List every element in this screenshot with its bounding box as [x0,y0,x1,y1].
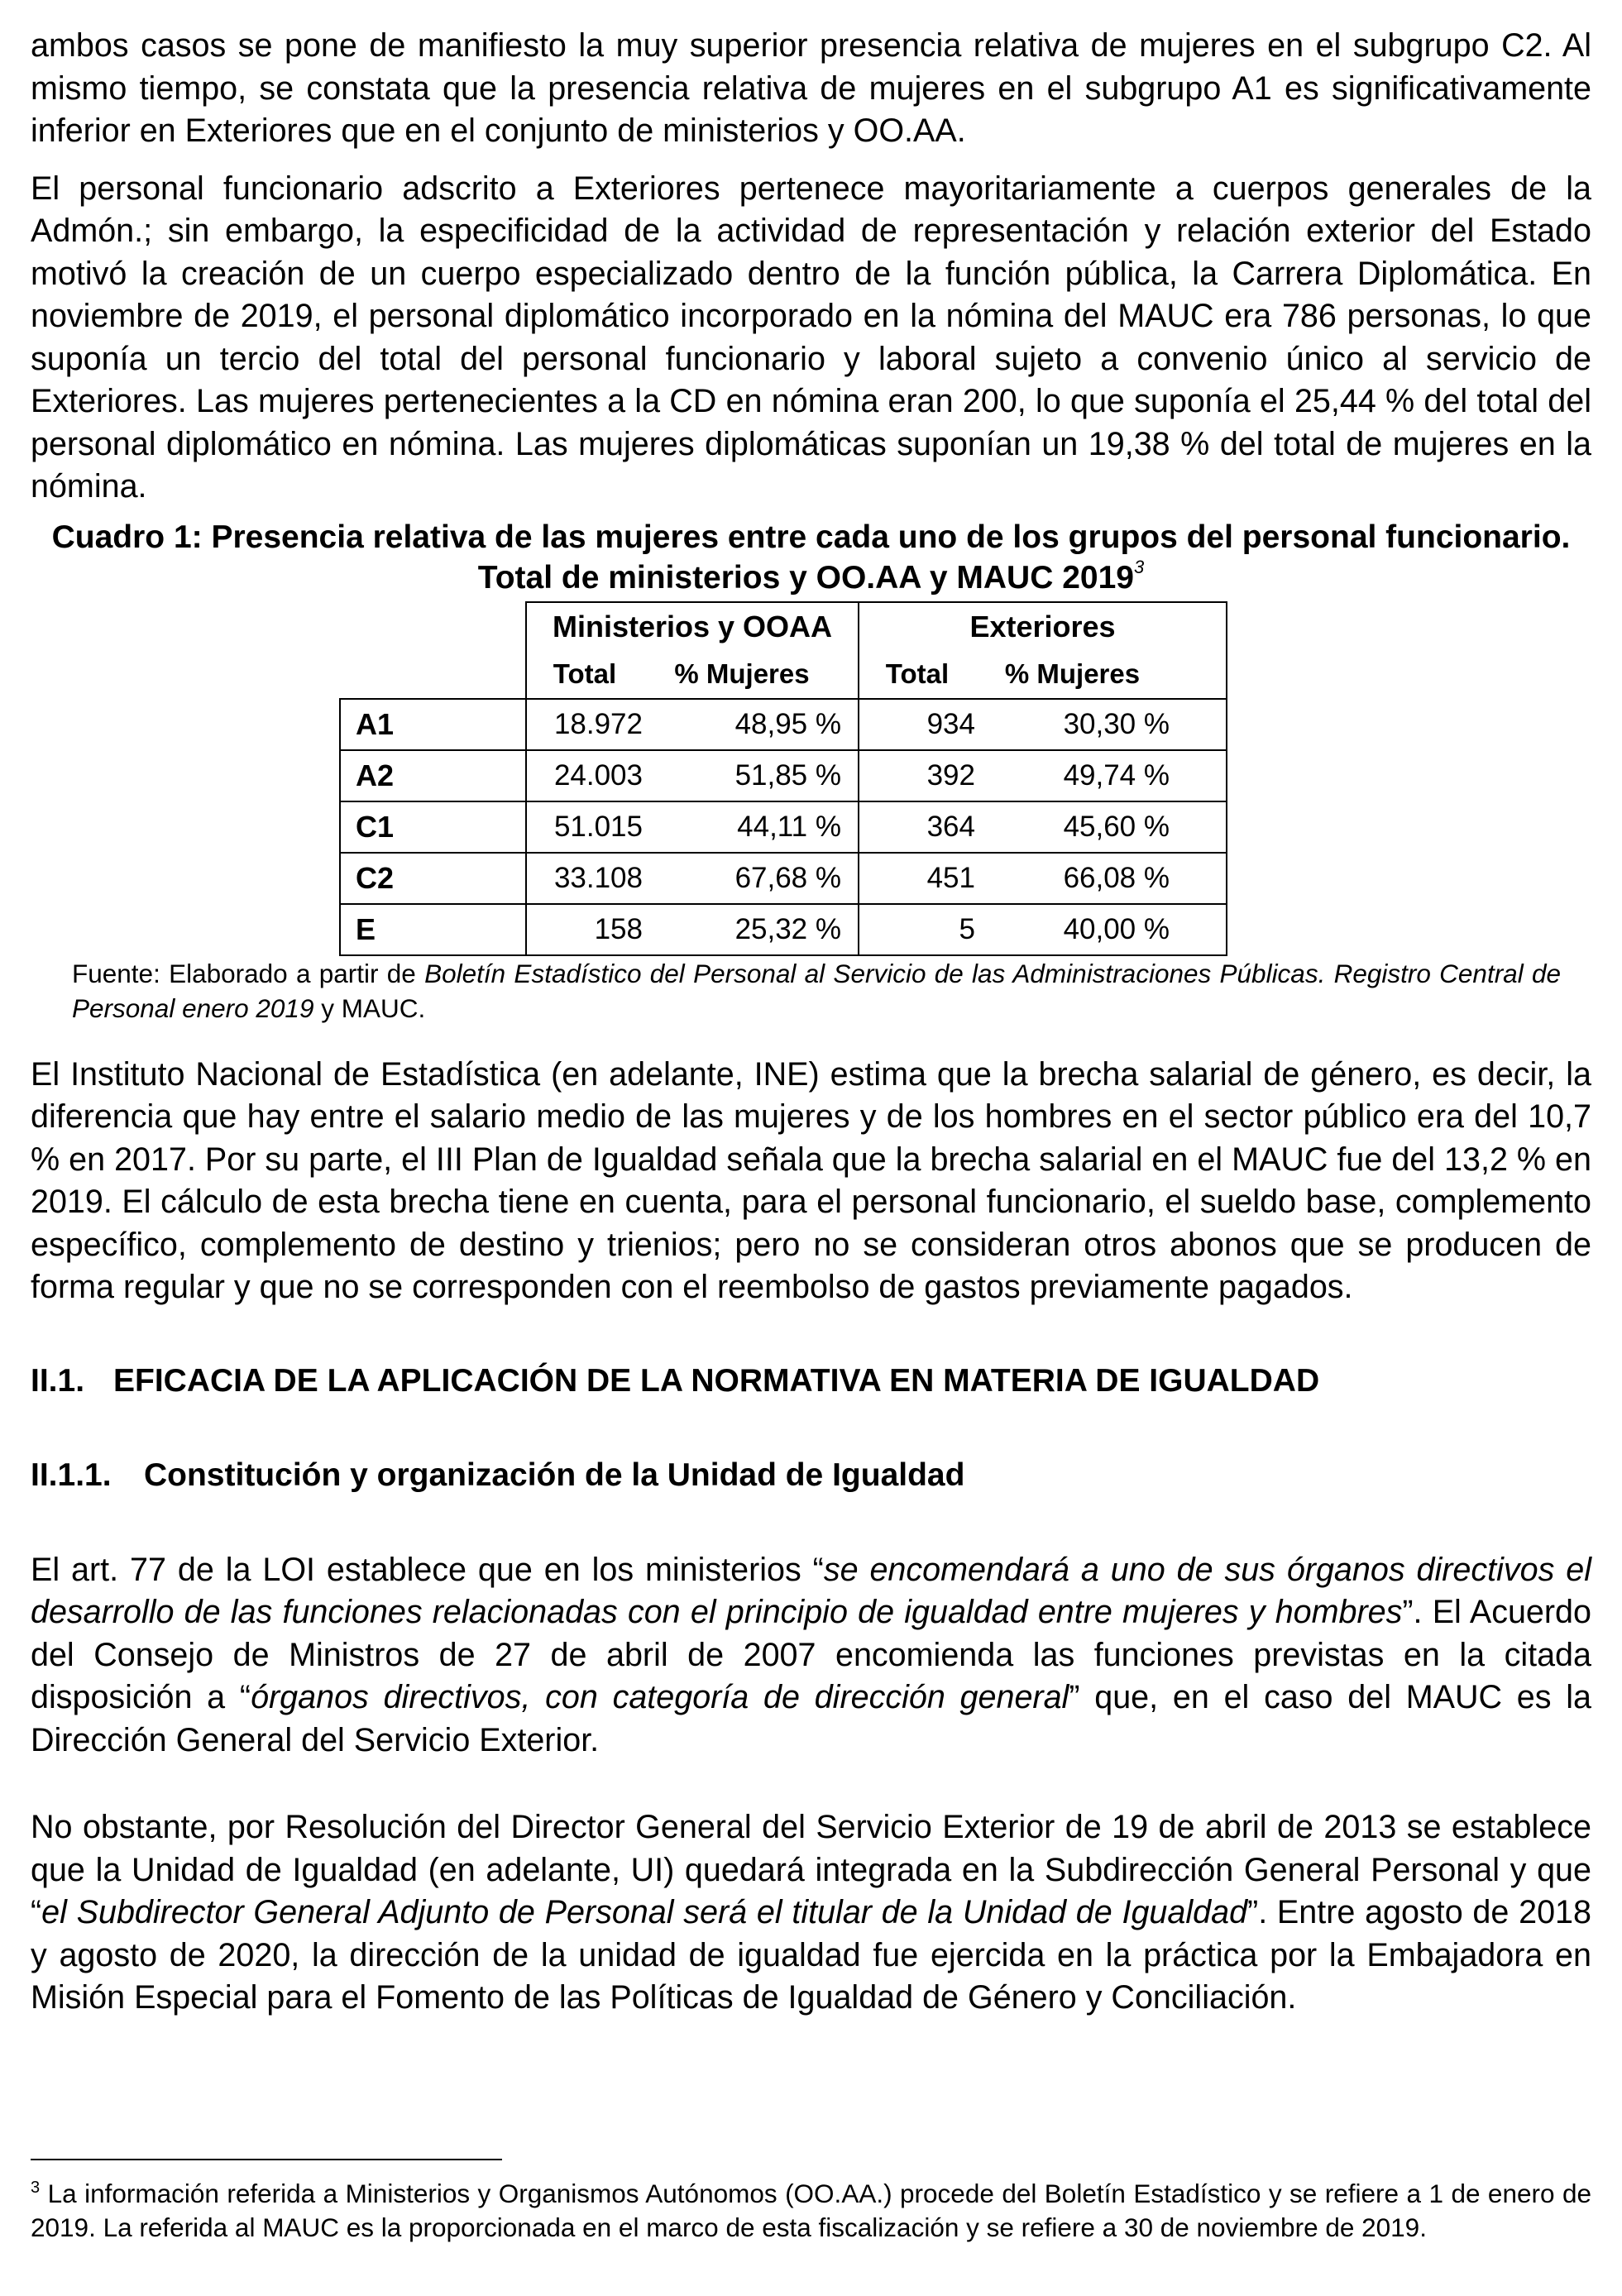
text-run: No obstante, por Resolución del Director General del Servicio Exterior de 19 de abril de 2013 se establece que la Unidad de Igualdad (en adelante, UI) quedará integrada en la Subdirección General Personal y que “ [31,1809,1591,1930]
table-sub-header: % Mujeres [975,651,1227,699]
table-caption-text: Cuadro 1: Presencia relativa de las mujeres entre cada uno de los grupos del personal funcionario. Total de ministerios y OO.AA y MAUC 2019 [51,519,1571,596]
table-sub-header: % Mujeres [643,651,859,699]
table-cell: 364 [859,801,975,853]
table-cell: 67,68 % [643,853,859,904]
table-cell: 51.015 [526,801,643,853]
table-cell: 158 [526,904,643,955]
body-paragraph [31,1806,1591,2020]
table-corner-cell [340,651,526,699]
table-cell: 45,60 % [975,801,1227,853]
table-row [340,801,1227,853]
body-paragraph: ambos casos se pone de manifiesto la muy superior presencia relativa de mujeres en el subgrupo C2. Al mismo tiempo, se constata que la presencia relativa de mujeres en el subgrupo A1 es significativamente inferior en Exteriores que en el conjunto de ministerios y OO.AA. [31,27,1591,149]
table-corner-cell [340,602,526,651]
text-run: ” que, en el caso del MAUC es la Dirección General del Servicio Exterior. [31,1679,1592,1758]
quote-run: se encomendará a uno de sus órganos directivos el desarrollo de las funciones relacionadas con el principio de igualdad entre mujeres y hombres [31,1551,1591,1630]
table-cell: 66,08 % [975,853,1227,904]
table-sub-header: Total [526,651,643,699]
table-cell: 30,30 % [975,699,1227,750]
source-title: Boletín Estadístico del Personal al Servicio de las Administraciones Públicas. Registro Central de Personal enero 2019 [72,958,1562,1023]
row-label: A2 [340,750,526,801]
body-paragraph: El personal funcionario adscrito a Exteriores pertenece mayoritariamente a cuerpos generales de la Admón.; sin embargo, la especificidad de la actividad de representación y relación exterior del Estado motivó la creación de un cuerpo especializado dentro de la función pública, la Carrera Diplomática. En noviembre de 2019, el personal diplomático incorporado en la nómina del MAUC era 786 personas, lo que suponía un tercio del total del personal funcionario y laboral sujeto a convenio único al servicio de Exteriores. Las mujeres pertenecientes a la CD en nómina eran 200, lo que suponía el 25,44 % del total del personal diplomático en nómina. Las mujeres diplomáticas suponían un 19,38 % del total de mujeres en la nómina. [31,170,1591,505]
table-row [340,750,1227,801]
table-cell: 48,95 % [643,699,859,750]
document-page [31,25,1591,2020]
row-label: A1 [340,699,526,750]
quote-run: el Subdirector General Adjunto de Personal será el titular de la Unidad de Igualdad [41,1894,1248,1930]
table-cell: 25,32 % [643,904,859,955]
table-cell: 49,74 % [975,750,1227,801]
table-group-header: Ministerios y OOAA [526,602,859,651]
table-cell: 44,11 % [643,801,859,853]
table-cell: 51,85 % [643,750,859,801]
data-table [339,601,1227,956]
footnote-ref: 3 [1133,556,1145,577]
footnote-separator [31,2159,502,2160]
section-heading [31,1361,1591,1402]
text-run: El art. 77 de la LOI establece que en los ministerios “ [31,1551,824,1588]
body-paragraph: El Instituto Nacional de Estadística (en adelante, INE) estima que la brecha salarial de género, es decir, la diferencia que hay entre el salario medio de las mujeres y de los hombres en el sector público era del 10,7 % en 2017. Por su parte, el III Plan de Igualdad señala que la brecha salarial en el MAUC fue del 13,2 % en 2019. El cálculo de esta brecha tiene en cuenta, para el personal funcionario, el sueldo base, complemento específico, complemento de destino y trienios; pero no se consideran otros abonos que se producen de forma regular y que no se corresponden con el reembolso de gastos previamente pagados. [31,1055,1591,1305]
row-label: C2 [340,853,526,904]
table-cell: 5 [859,904,975,955]
table-sub-header: Total [859,651,975,699]
text-run: ”. El Acuerdo del Consejo de Ministros de 27 de abril de 2007 encomienda las funciones previstas en la citada disposición a “ [31,1594,1591,1715]
table-group-header: Exteriores [859,602,1227,651]
row-label: C1 [340,801,526,853]
section-title: EFICACIA DE LA APLICACIÓN DE LA NORMATIVA EN MATERIA DE IGUALDAD [113,1362,1320,1399]
source-prefix: Fuente: Elaborado a partir de [72,958,425,988]
footnote-number: 3 [31,2179,41,2197]
table-source [72,956,1561,1026]
subsection-heading [31,1455,1591,1496]
table-cell: 33.108 [526,853,643,904]
body-paragraph [31,1549,1591,1763]
subsection-number: II.1.1. [31,1457,112,1493]
footnote [31,2177,1591,2245]
table-row [340,699,1227,750]
table-sub-header-row [340,651,1227,699]
subsection-title: Constitución y organización de la Unidad de Igualdad [144,1457,965,1493]
text-run: ”. Entre agosto de 2018 y agosto de 2020, la dirección de la unidad de igualdad fue ejercida en la práctica por la Embajadora en Misión Especial para el Fomento de las Políticas de Igualdad de Género y Conciliación. [31,1894,1591,2016]
table-cell: 18.972 [526,699,643,750]
table-cell: 24.003 [526,750,643,801]
source-suffix: y MAUC. [313,993,426,1023]
table-cell: 40,00 % [975,904,1227,955]
table-cell: 451 [859,853,975,904]
footnote-text: La información referida a Ministerios y Organismos Autónomos (OO.AA.) procede del Boletín Estadístico y se refiere a 1 de enero de 2019. La referida al MAUC es la proporcionada en el marco de esta fiscalización y se refiere a 30 de noviembre de 2019. [31,2179,1591,2242]
table-row [340,904,1227,955]
table-group-header-row [340,602,1227,651]
quote-run: órganos directivos, con categoría de dirección general [251,1679,1069,1715]
section-number: II.1. [31,1362,85,1399]
table-cell: 934 [859,699,975,750]
table-row [340,853,1227,904]
row-label: E [340,904,526,955]
table-caption [47,517,1575,598]
table-cell: 392 [859,750,975,801]
